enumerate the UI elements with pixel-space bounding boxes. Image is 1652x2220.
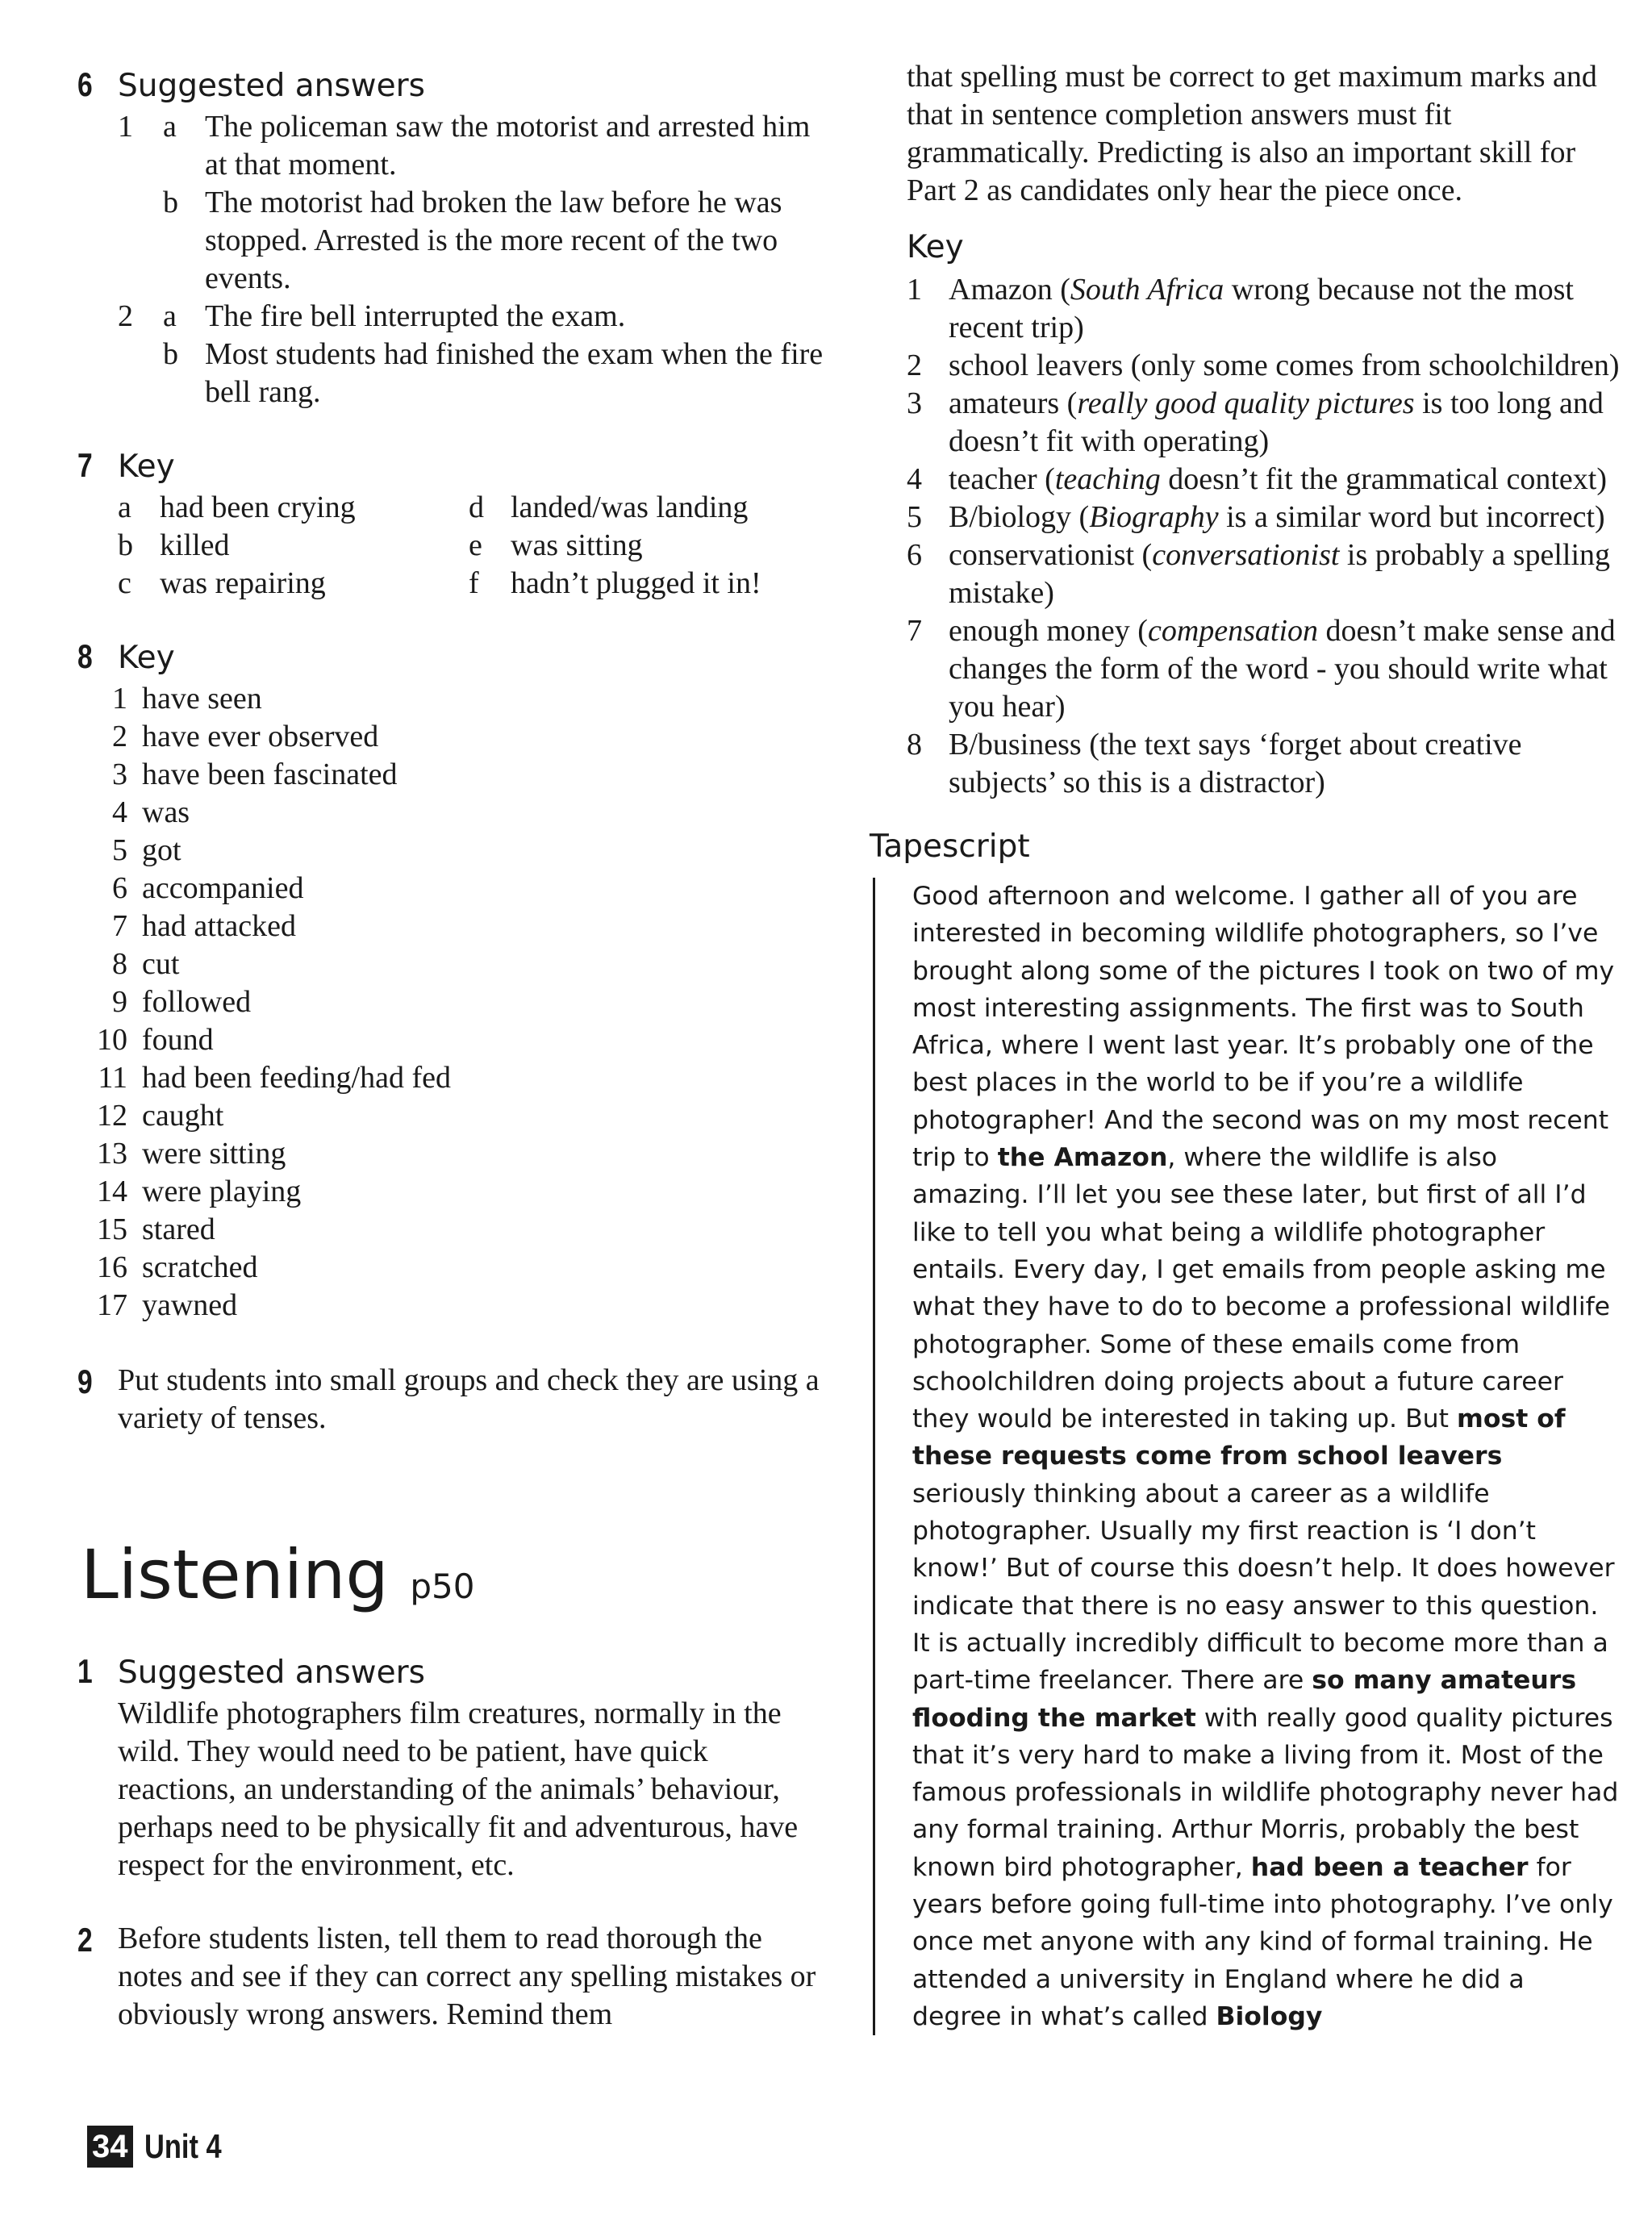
item-text: have been fascinated — [142, 757, 398, 791]
bold-answer: the Amazon — [997, 1143, 1168, 1173]
text-run: , where the wildlife is also amazing. I’ll let you see these later, but first of all I’d like to tell you what being a wildlife photographer entails. Every day, I get emails from people asking me what they have to do to become a professional wildlife photographer. Some of these emails come from schoolchildren doing projects about a future career they would be interested in taking up. But — [912, 1143, 1611, 1434]
item-number: 7 — [112, 909, 127, 943]
item-text: was sitting — [511, 528, 643, 562]
item-number: 2 — [118, 299, 133, 333]
item-number: 17 — [97, 1288, 127, 1322]
item-number: 1 — [118, 110, 133, 144]
item-text: had been feeding/had fed — [142, 1061, 451, 1095]
item-text: accompanied — [142, 871, 304, 905]
key-list — [94, 680, 828, 1325]
item-text: were sitting — [142, 1137, 286, 1171]
key-list-left — [118, 489, 469, 603]
text-run: for years before going full-time into photography. I’ve only once met anyone with any kind of formal training. He attended a university in England where he did a degree in what’s called — [912, 1852, 1613, 2031]
section-9 — [77, 1362, 828, 1438]
page-reference: p50 — [410, 1567, 475, 1606]
key-item — [118, 565, 469, 603]
key-item — [94, 1173, 828, 1211]
text-run: school leavers (only some comes from schoolchildren) — [949, 348, 1620, 382]
item-text: got — [142, 833, 181, 867]
key-item — [118, 527, 469, 565]
item-number: 3 — [907, 386, 922, 420]
key-item — [118, 489, 469, 527]
bold-answer: so many amateurs flooding the market — [912, 1666, 1577, 1733]
key-item — [907, 536, 1620, 612]
item-letter: a — [163, 299, 177, 333]
section-text: Put students into small groups and check they are using a variety of tenses. — [118, 1363, 820, 1435]
key-item — [94, 794, 828, 832]
key-item — [907, 612, 1620, 726]
answer-item — [118, 336, 828, 411]
item-letter: f — [469, 566, 479, 600]
item-letter: d — [469, 490, 484, 524]
item-number: 10 — [97, 1023, 127, 1057]
text-run: with really good quality pictures that it’s very hard to make a living from it. Most of the famous professionals in wildlife photography never had any formal training. Arthur Morris, probably the best known bird photographer, — [912, 1703, 1619, 1882]
item-letter: b — [163, 337, 178, 371]
key-item — [94, 1097, 828, 1135]
key-section — [907, 224, 1620, 802]
key-item — [94, 680, 828, 718]
item-text: followed — [142, 985, 252, 1019]
item-number: 1 — [907, 273, 922, 307]
key-item — [94, 1211, 828, 1249]
item-text: stared — [142, 1212, 215, 1246]
text-run: wrong because not the most recent trip) — [949, 273, 1574, 344]
key-item — [94, 945, 828, 983]
text-run: doesn’t make sense and changes the form of the word - you should write what you hear) — [949, 614, 1616, 724]
listening-section-2 — [77, 1920, 828, 2034]
key-item — [94, 870, 828, 908]
item-text: had attacked — [142, 909, 296, 943]
italic-term: teaching — [1054, 462, 1161, 496]
bold-answer: Biology — [1216, 2001, 1323, 2031]
key-item — [907, 461, 1620, 499]
item-text: scratched — [142, 1250, 258, 1284]
item-number: 12 — [97, 1099, 127, 1133]
key-item — [907, 726, 1620, 802]
item-text: The motorist had broken the law before he was stopped. Arrested is the more recent of the two events. — [205, 186, 782, 295]
item-number: 5 — [907, 500, 922, 534]
item-number: 1 — [112, 682, 127, 716]
page-footer — [87, 2126, 238, 2168]
right-column — [870, 58, 1620, 2035]
item-text: yawned — [142, 1288, 238, 1322]
text-run: seriously thinking about a career as a wildlife photographer. Usually my first reaction is ‘I don’t know!’ But of course this doesn’t help. It does however indicate that there is no easy answer to this question. It is actually incredibly difficult to become more than a part-time freelancer. There are — [912, 1479, 1615, 1696]
item-text: were playing — [142, 1175, 302, 1208]
item-text: had been crying — [160, 490, 356, 524]
item-text: cut — [142, 947, 180, 981]
answer-item — [118, 108, 828, 184]
key-item — [469, 565, 820, 603]
item-letter: b — [118, 528, 133, 562]
key-item — [94, 1249, 828, 1287]
key-item — [469, 527, 820, 565]
section-number: 2 — [77, 1921, 93, 1959]
item-number — [118, 184, 163, 298]
item-number: 9 — [112, 985, 127, 1019]
section-number: 8 — [77, 637, 93, 675]
item-number: 7 — [907, 614, 922, 648]
text-run: teacher ( — [949, 462, 1055, 496]
key-item — [94, 908, 828, 945]
item-text: landed/was landing — [511, 490, 749, 524]
item-number: 2 — [907, 348, 922, 382]
unit-label: Unit 4 — [144, 2127, 222, 2165]
key-list — [118, 489, 828, 603]
key-item — [94, 1059, 828, 1097]
item-text — [949, 385, 1620, 461]
section-heading: Key — [118, 640, 175, 676]
item-text — [949, 612, 1620, 726]
item-number: 8 — [907, 728, 922, 762]
section-text-continued: that spelling must be correct to get maximum marks and that in sentence completion answers must fit grammatically. Predicting is also an important skill for Part 2 as candidates only hear the piece once. — [907, 60, 1597, 207]
italic-term: really good quality pictures — [1077, 386, 1415, 420]
item-text — [949, 726, 1620, 802]
text-run: B/business (the text says ‘forget about creative subjects’ so this is a distractor) — [949, 728, 1522, 799]
text-run: B/biology ( — [949, 500, 1090, 534]
item-number: 8 — [112, 947, 127, 981]
listening-section-1 — [77, 1651, 828, 1884]
italic-term: South Africa — [1070, 273, 1224, 307]
left-column — [77, 65, 828, 2034]
item-number: 14 — [97, 1175, 127, 1208]
bold-answer: had been a teacher — [1250, 1852, 1529, 1882]
bold-answer: most of these requests come from school leavers — [912, 1404, 1566, 1471]
item-text — [949, 347, 1620, 385]
answer-item — [118, 298, 828, 336]
item-letter: b — [163, 186, 178, 219]
section-text: Before students listen, tell them to read thorough the notes and see if they can correct any spelling mistakes or obviously wrong answers. Remind them — [118, 1922, 816, 2031]
section-number: 1 — [77, 1652, 93, 1690]
item-number: 16 — [97, 1250, 127, 1284]
item-text: hadn’t plugged it in! — [511, 566, 761, 600]
item-number: 13 — [97, 1137, 127, 1171]
section-number: 7 — [77, 446, 93, 484]
section-number: 6 — [77, 65, 93, 103]
key-item — [907, 347, 1620, 385]
text-run: Amazon ( — [949, 273, 1070, 307]
section-text: Wildlife photographers film creatures, normally in the wild. They would need to be patient, have quick reactions, an understanding of the animals’ behaviour, perhaps need to be physically fit and adventurous, have respect for the environment, etc. — [118, 1696, 799, 1882]
item-number: 11 — [98, 1061, 127, 1095]
item-number — [118, 336, 163, 411]
page-number: 34 — [87, 2126, 133, 2168]
suggested-answers-list — [118, 108, 828, 411]
text-run: is too long and doesn’t fit with operating) — [949, 386, 1604, 458]
key-item — [94, 1135, 828, 1173]
section-heading: Key — [118, 449, 175, 485]
key-item — [907, 499, 1620, 536]
listening-title — [81, 1534, 828, 1627]
item-letter: a — [118, 490, 131, 524]
item-text: caught — [142, 1099, 224, 1133]
key-list-right — [469, 489, 820, 603]
item-number: 4 — [907, 462, 922, 496]
item-number: 2 — [112, 720, 127, 753]
italic-term: Biography — [1089, 500, 1219, 534]
item-number: 6 — [907, 538, 922, 572]
item-number: 4 — [112, 795, 127, 829]
title-text: Listening — [81, 1535, 389, 1614]
key-heading: Key — [907, 229, 964, 265]
key-item — [94, 1287, 828, 1325]
item-text: The fire bell interrupted the exam. — [205, 299, 626, 333]
section-heading: Suggested answers — [118, 68, 425, 104]
item-text: have ever observed — [142, 720, 379, 753]
key-item — [94, 1021, 828, 1059]
item-text: killed — [160, 528, 230, 562]
tapescript-heading: Tapescript — [870, 828, 1030, 865]
item-text: Most students had finished the exam when the fire bell rang. — [205, 337, 824, 409]
text-run: conservationist ( — [949, 538, 1153, 572]
text-run: Good afternoon and welcome. I gather all of you are interested in becoming wildlife photographers, so I’ve brought along some of the pictures I took on two of my most interesting assignments. The first was to South Africa, where I went last year. It’s probably one of the best places in the world to be if you’re a wildlife photographer! And the second was on my most recent trip to — [912, 882, 1615, 1173]
italic-term: conversationist — [1152, 538, 1340, 572]
key-item — [94, 983, 828, 1021]
tapescript-text — [873, 878, 1620, 2035]
item-number: 5 — [112, 833, 127, 867]
item-number: 3 — [112, 757, 127, 791]
key-item — [94, 756, 828, 794]
item-letter: c — [118, 566, 131, 600]
text-run: doesn’t fit the grammatical context) — [1160, 462, 1607, 496]
key-list — [907, 271, 1620, 802]
item-letter: e — [469, 528, 482, 562]
item-letter: a — [163, 110, 177, 144]
item-text — [949, 536, 1620, 612]
item-text — [949, 461, 1620, 499]
text-run: is a similar word but incorrect) — [1218, 500, 1605, 534]
tapescript-section — [870, 824, 1620, 2035]
key-item — [907, 271, 1620, 347]
text-run: amateurs ( — [949, 386, 1078, 420]
item-text: was — [142, 795, 190, 829]
item-text — [949, 499, 1620, 536]
key-item — [94, 832, 828, 870]
answer-item — [118, 184, 828, 298]
text-run: is probably a spelling mistake) — [949, 538, 1611, 610]
section-8 — [77, 636, 828, 1325]
italic-term: compensation — [1147, 614, 1319, 648]
section-number: 9 — [77, 1362, 93, 1400]
key-item — [94, 718, 828, 756]
item-number: 6 — [112, 871, 127, 905]
item-number: 15 — [97, 1212, 127, 1246]
key-item — [469, 489, 820, 527]
section-heading: Suggested answers — [118, 1655, 425, 1691]
item-text — [949, 271, 1620, 347]
key-item — [907, 385, 1620, 461]
item-text: The policeman saw the motorist and arrested him at that moment. — [205, 110, 811, 182]
section-7 — [77, 445, 828, 603]
item-text: have seen — [142, 682, 262, 716]
item-text: was repairing — [160, 566, 326, 600]
item-text: found — [142, 1023, 214, 1057]
text-run: enough money ( — [949, 614, 1148, 648]
section-6 — [77, 65, 828, 411]
